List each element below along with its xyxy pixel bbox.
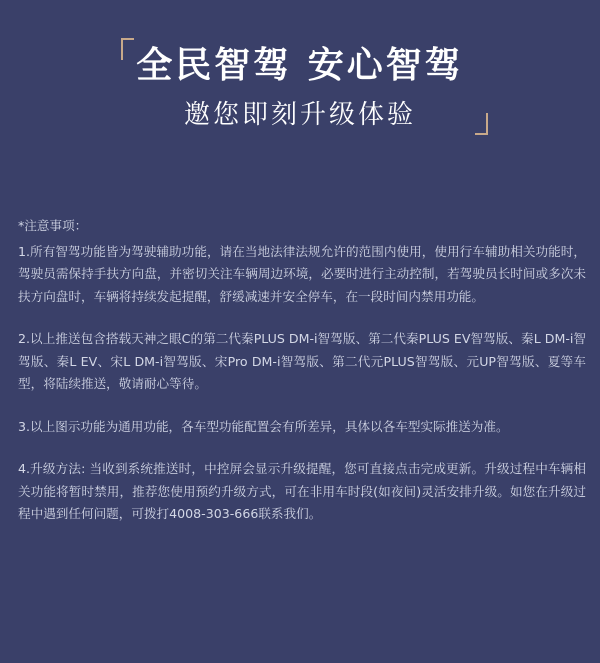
page-title: 全民智驾 安心智驾 (136, 45, 464, 86)
note-item-2: 2.以上推送包含搭载天神之眼C的第二代秦PLUS DM-i智驾版、第二代秦PLUS EV智驾版、秦L DM-i智驾版、秦L EV、宋L DM-i智驾版、宋Pro DM-i智驾版、第二代元PLUS智驾版、元UP智驾版、夏等车型，将陆续推送，敬请耐心等待。 (18, 331, 586, 391)
note-item-1: 1.所有智驾功能皆为驾驶辅助功能，请在当地法律法规允许的范围内使用，使用行车辅助相关功能时，驾驶员需保持手扶方向盘，并密切关注车辆周边环境，必要时进行主动控制，若驾驶员长时间或多次未扶方向盘时，车辆将持续发起提醒，舒缓减速并安全停车，在一段时间内禁用功能。 (18, 243, 586, 304)
notes-section (18, 215, 586, 546)
page-subtitle: 邀您即刻升级体验 (183, 100, 416, 130)
corner-bracket-bottom-right (475, 113, 488, 135)
note-item-4: 4.升级方法: 当收到系统推送时，中控屏会显示升级提醒，您可直接点击完成更新。升级过程中车辆相关功能将暂时禁用，推荐您使用预约升级方式，可在非用车时段(如夜间)灵活安排升级。如您在升级过程中遇到任何问题，可拨打4008-303-666联系我们。 (18, 461, 586, 521)
note-item-3: 3.以上图示功能为通用功能，各车型功能配置会有所差异，具体以各车型实际推送为准。 (18, 418, 509, 434)
notes-heading: *注意事项： (18, 218, 88, 233)
header-banner (0, 0, 600, 150)
